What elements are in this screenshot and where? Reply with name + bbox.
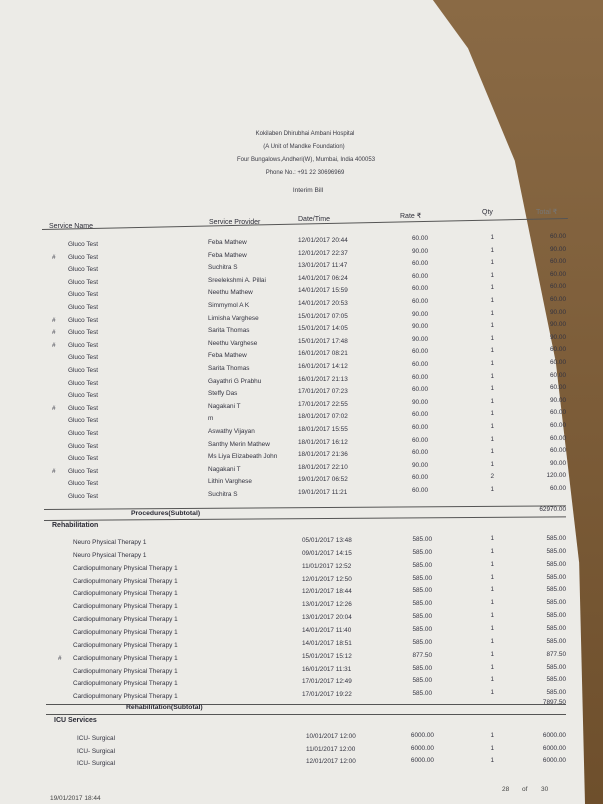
rate: 60.00 [412, 436, 428, 444]
service-provider: m [208, 415, 214, 423]
date-time: 15/01/2017 07:05 [298, 312, 348, 320]
total: 90.00 [550, 245, 566, 253]
total: 60.00 [550, 258, 566, 266]
qty: 1 [490, 259, 494, 267]
total: 6000.00 [542, 757, 566, 764]
service-provider: Feba Mathew [208, 352, 247, 360]
rate: 585.00 [412, 664, 432, 672]
date-time: 14/01/2017 20:53 [298, 300, 348, 307]
service-name: Cardiopulmonary Physical Therapy 1 [73, 628, 178, 636]
rate: 6000.00 [410, 732, 434, 739]
rate: 585.00 [412, 574, 432, 582]
total: 585.00 [546, 663, 566, 671]
date-time: 12/01/2017 12:00 [306, 758, 356, 765]
date-time: 15/01/2017 17:48 [298, 337, 348, 345]
hospital-unit: (A Unit of Mandke Foundation) [263, 144, 345, 150]
qty: 1 [490, 297, 494, 304]
date-time: 13/01/2017 12:26 [302, 601, 352, 609]
row-mark: # [52, 341, 56, 349]
service-name: Neuro Physical Therapy 1 [73, 551, 147, 559]
total: 585.00 [546, 547, 566, 555]
total: 60.00 [550, 434, 566, 442]
service-name: Gluco Test [68, 392, 99, 400]
service-provider: Feba Mathew [208, 239, 247, 246]
service-provider: Limisha Varghese [208, 314, 259, 322]
date-time: 18/01/2017 22:10 [298, 463, 348, 471]
rate: 585.00 [412, 638, 432, 646]
total: 90.00 [550, 333, 566, 341]
date-time: 12/01/2017 22:37 [298, 249, 348, 257]
rate: 90.00 [412, 461, 428, 469]
rate: 60.00 [412, 298, 428, 305]
rate: 60.00 [412, 348, 428, 356]
total: 60.00 [550, 485, 566, 492]
date-time: 14/01/2017 11:40 [302, 626, 352, 634]
service-name: Gluco Test [68, 467, 99, 475]
service-name: Cardiopulmonary Physical Therapy 1 [73, 693, 178, 701]
page-total: 30 [541, 786, 549, 793]
rate: 60.00 [412, 260, 428, 268]
page-of: of [522, 786, 528, 793]
row-mark: # [52, 467, 56, 475]
rehab-subtotal-label: Rehabilitation(Subtotal) [126, 704, 203, 711]
total: 120.00 [546, 472, 566, 480]
rate: 6000.00 [410, 744, 434, 752]
rate: 585.00 [412, 625, 432, 633]
rate: 60.00 [412, 373, 428, 381]
row-mark: # [58, 654, 62, 662]
total: 60.00 [550, 346, 566, 354]
qty: 1 [490, 547, 494, 555]
qty: 1 [490, 486, 494, 493]
service-name: Gluco Test [68, 493, 99, 500]
column-service-provider: Service Provider [209, 219, 261, 226]
total: 90.00 [550, 321, 566, 329]
service-provider: Ms Liya Elizabeath John [208, 453, 278, 461]
service-name: Cardiopulmonary Physical Therapy 1 [73, 641, 178, 649]
qty: 1 [490, 650, 494, 658]
service-provider: Santhy Merin Mathew [208, 440, 270, 448]
rate: 60.00 [412, 285, 428, 293]
service-provider: Suchitra S [208, 264, 238, 272]
qty: 1 [490, 309, 494, 317]
rate: 60.00 [412, 424, 428, 431]
qty: 1 [490, 360, 494, 367]
service-name: Gluco Test [68, 379, 99, 387]
print-date: 19/01/2017 18:44 [50, 795, 101, 802]
row-mark: # [52, 316, 56, 324]
qty: 2 [490, 473, 494, 481]
service-name: Gluco Test [68, 241, 99, 248]
document-title: Interim Bill [292, 187, 324, 194]
total: 585.00 [546, 586, 566, 594]
date-time: 19/01/2017 11:21 [298, 489, 348, 496]
service-name: Cardiopulmonary Physical Therapy 1 [73, 603, 178, 611]
rate: 60.00 [412, 386, 428, 394]
qty: 1 [490, 372, 494, 380]
column-total: Total ₹ [536, 209, 558, 216]
total: 60.00 [550, 296, 566, 303]
date-time: 13/01/2017 20:04 [302, 614, 352, 622]
qty: 1 [490, 347, 494, 355]
rate: 585.00 [412, 677, 432, 685]
service-name: Gluco Test [68, 329, 99, 337]
rate: 585.00 [412, 587, 432, 595]
qty: 1 [490, 573, 494, 581]
total: 585.00 [546, 612, 566, 620]
rate: 60.00 [412, 474, 428, 482]
service-provider: Nagakani T [208, 465, 241, 473]
service-provider: Nagakani T [208, 402, 241, 410]
column-date-time: Date/Time [298, 216, 331, 223]
total: 90.00 [550, 396, 566, 404]
qty: 1 [490, 460, 494, 468]
date-time: 11/01/2017 12:00 [306, 745, 356, 753]
procedures-subtotal-label: Procedures(Subtotal) [131, 510, 201, 517]
service-provider: Sarita Thomas [208, 327, 250, 335]
qty: 1 [490, 560, 494, 568]
rate: 60.00 [412, 411, 428, 419]
rate: 60.00 [412, 235, 428, 242]
qty: 1 [490, 385, 494, 393]
hospital-name: Kokilaben Dhirubhai Ambani Hospital [255, 131, 355, 137]
rate: 90.00 [412, 310, 428, 318]
service-name: Gluco Test [68, 354, 99, 362]
service-provider: Lithin Varghese [208, 478, 252, 486]
service-provider: Neethu Varghese [208, 339, 258, 347]
section-icu: ICU Services [54, 717, 97, 724]
date-time: 10/01/2017 12:00 [306, 733, 356, 740]
rate: 585.00 [412, 561, 432, 569]
date-time: 09/01/2017 14:15 [302, 549, 352, 557]
rate: 90.00 [412, 247, 428, 255]
total: 60.00 [550, 422, 566, 429]
qty: 1 [490, 612, 494, 620]
service-provider: Neethu Mathew [208, 289, 253, 297]
rate: 585.00 [412, 600, 432, 608]
total: 585.00 [546, 676, 566, 684]
date-time: 16/01/2017 08:21 [298, 350, 348, 358]
qty: 1 [490, 234, 494, 241]
date-time: 17/01/2017 07:23 [298, 388, 348, 396]
total: 585.00 [546, 637, 566, 645]
service-name: Gluco Test [68, 304, 99, 311]
qty: 1 [490, 624, 494, 632]
date-time: 18/01/2017 21:36 [298, 451, 348, 459]
total: 585.00 [546, 560, 566, 568]
qty: 1 [490, 676, 494, 684]
date-time: 17/01/2017 12:49 [302, 678, 352, 686]
date-time: 15/01/2017 15:12 [302, 652, 352, 660]
date-time: 16/01/2017 21:13 [298, 375, 348, 383]
date-time: 16/01/2017 11:31 [302, 665, 352, 673]
total: 60.00 [550, 359, 566, 366]
qty: 1 [490, 732, 494, 739]
section-rehabilitation: Rehabilitation [52, 522, 99, 529]
date-time: 19/01/2017 06:52 [298, 476, 348, 484]
service-name: Gluco Test [68, 430, 99, 437]
service-name: Cardiopulmonary Physical Therapy 1 [73, 654, 178, 662]
service-name: Gluco Test [68, 341, 99, 349]
total: 60.00 [550, 447, 566, 455]
column-qty: Qty [482, 209, 493, 216]
service-name: Neuro Physical Therapy 1 [73, 539, 147, 546]
qty: 1 [490, 271, 494, 279]
qty: 1 [490, 322, 494, 330]
service-provider: Aswathy Vijayan [208, 428, 255, 435]
hospital-address: Four Bungalows,Andheri(W), Mumbai, India 400053 [236, 157, 376, 163]
total: 585.00 [546, 599, 566, 607]
qty: 1 [490, 410, 494, 418]
service-name: Cardiopulmonary Physical Therapy 1 [73, 616, 178, 624]
service-name: Gluco Test [68, 455, 99, 463]
row-mark: # [52, 404, 56, 412]
rate: 60.00 [412, 449, 428, 457]
qty: 1 [490, 535, 494, 542]
service-name: Gluco Test [68, 417, 99, 425]
procedures-subtotal-value: 62970.00 [539, 506, 566, 513]
service-provider: Gayathri G Prabhu [208, 377, 262, 385]
date-time: 14/01/2017 18:51 [302, 639, 352, 647]
procedures-rule [44, 505, 566, 510]
service-provider: Simmymol A K [208, 302, 250, 309]
total: 60.00 [550, 283, 566, 291]
rate: 585.00 [412, 548, 432, 556]
rate: 60.00 [412, 361, 428, 368]
service-name: Gluco Test [68, 291, 99, 299]
total: 877.50 [546, 650, 566, 658]
date-time: 18/01/2017 16:12 [298, 438, 348, 446]
service-name: Gluco Test [68, 316, 99, 324]
qty: 1 [490, 397, 494, 405]
rate: 90.00 [412, 323, 428, 331]
rehab-subtotal-value: 7897.50 [542, 699, 566, 706]
rehab-rule [46, 704, 566, 705]
rate: 60.00 [412, 272, 428, 280]
rehab-subtotal-rule [46, 714, 566, 715]
total: 60.00 [550, 384, 566, 392]
hospital-phone: Phone No.: +91 22 30696969 [265, 170, 345, 176]
service-name: Gluco Test [68, 278, 99, 286]
column-service-name: Service Name [49, 223, 93, 230]
procedures-subtotal-rule [44, 516, 566, 521]
qty: 1 [490, 448, 494, 456]
total: 6000.00 [542, 744, 566, 752]
rate: 90.00 [412, 335, 428, 343]
qty: 1 [490, 599, 494, 607]
rate: 90.00 [412, 398, 428, 406]
service-provider: Sarita Thomas [208, 365, 250, 372]
service-name: Gluco Test [68, 404, 99, 412]
service-name: Cardiopulmonary Physical Therapy 1 [73, 667, 178, 675]
page-number: 28 [502, 786, 510, 793]
row-mark: # [52, 253, 56, 261]
service-name: Cardiopulmonary Physical Therapy 1 [73, 564, 178, 572]
date-time: 17/01/2017 22:55 [298, 400, 348, 408]
date-time: 18/01/2017 15:55 [298, 426, 348, 433]
date-time: 14/01/2017 06:24 [298, 274, 348, 282]
qty: 1 [490, 744, 494, 752]
rate: 585.00 [412, 613, 432, 621]
row-mark: # [52, 329, 56, 337]
service-name: Gluco Test [68, 480, 99, 488]
qty: 1 [490, 689, 494, 697]
total: 60.00 [550, 371, 566, 379]
qty: 1 [490, 284, 494, 292]
service-name: ICU- Surgical [77, 735, 115, 742]
date-time: 12/01/2017 20:44 [298, 237, 348, 244]
rate: 585.00 [412, 536, 432, 543]
rate: 877.50 [412, 651, 432, 659]
total: 60.00 [550, 270, 566, 278]
service-name: ICU- Surgical [77, 747, 115, 755]
rate: 60.00 [412, 487, 428, 494]
service-name: Gluco Test [68, 253, 99, 261]
date-time: 14/01/2017 15:59 [298, 287, 348, 295]
qty: 1 [490, 246, 494, 254]
total: 90.00 [550, 459, 566, 467]
rate: 6000.00 [410, 757, 434, 764]
total: 90.00 [550, 308, 566, 316]
service-provider: Suchitra S [208, 491, 238, 498]
qty: 1 [490, 637, 494, 645]
service-name: Cardiopulmonary Physical Therapy 1 [73, 590, 178, 598]
service-name: Gluco Test [68, 367, 99, 374]
service-name: Cardiopulmonary Physical Therapy 1 [73, 577, 178, 585]
service-provider: Feba Mathew [208, 251, 247, 259]
service-name: Gluco Test [68, 266, 99, 274]
total: 60.00 [550, 233, 566, 240]
date-time: 17/01/2017 19:22 [302, 691, 352, 699]
date-time: 15/01/2017 14:05 [298, 325, 348, 333]
total: 6000.00 [542, 732, 566, 739]
total: 585.00 [546, 535, 566, 542]
date-time: 05/01/2017 13:48 [302, 537, 352, 544]
qty: 1 [490, 586, 494, 594]
date-time: 16/01/2017 14:12 [298, 363, 348, 370]
service-name: Cardiopulmonary Physical Therapy 1 [73, 680, 178, 688]
service-provider: Steffy Das [208, 390, 238, 398]
date-time: 13/01/2017 11:47 [298, 262, 348, 270]
service-provider: Sreelekshmi A. Pillai [208, 276, 266, 284]
date-time: 12/01/2017 12:50 [302, 575, 352, 583]
service-name: Gluco Test [68, 442, 99, 450]
qty: 1 [490, 663, 494, 671]
date-time: 11/01/2017 12:52 [302, 562, 352, 570]
date-time: 18/01/2017 07:02 [298, 413, 348, 421]
date-time: 12/01/2017 18:44 [302, 588, 352, 596]
qty: 1 [490, 334, 494, 342]
qty: 1 [490, 757, 494, 764]
rate: 585.00 [412, 690, 432, 698]
total: 60.00 [550, 409, 566, 417]
qty: 1 [490, 423, 494, 430]
service-name: ICU- Surgical [77, 760, 115, 767]
total: 585.00 [546, 624, 566, 632]
qty: 1 [490, 435, 494, 443]
total: 585.00 [546, 573, 566, 581]
column-rate: Rate ₹ [400, 213, 422, 220]
total: 585.00 [546, 689, 566, 697]
